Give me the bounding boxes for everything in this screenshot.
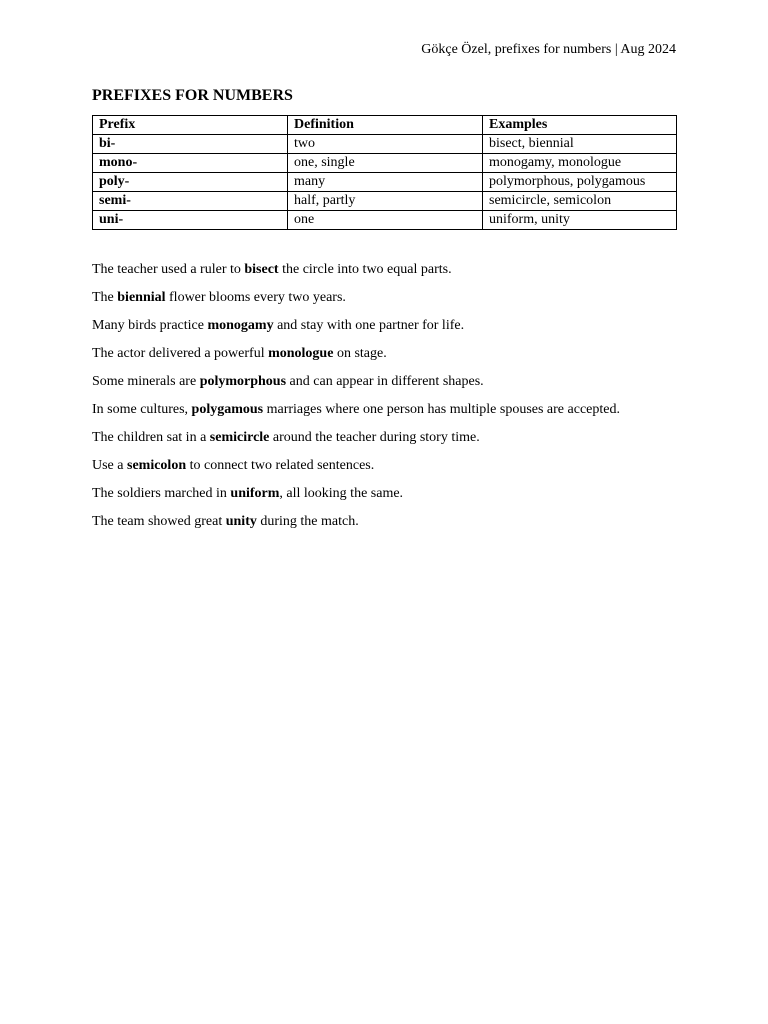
sentence-text: In some cultures, — [92, 402, 192, 417]
definition-cell: one — [288, 211, 483, 230]
sentence-text: Some minerals are — [92, 374, 200, 389]
examples-cell: polymorphous, polygamous — [483, 173, 677, 192]
column-header-prefix: Prefix — [93, 116, 288, 135]
example-sentence — [92, 401, 692, 429]
sentence-text: Many birds practice — [92, 318, 208, 333]
sentence-text: and can appear in different shapes. — [286, 374, 484, 389]
sentence-text: The actor delivered a powerful — [92, 346, 269, 361]
table-row — [93, 173, 677, 192]
definition-cell: many — [288, 173, 483, 192]
examples-cell: monogamy, monologue — [483, 154, 677, 173]
example-sentence — [92, 345, 692, 373]
sentence-text: The soldiers marched in — [92, 486, 231, 501]
sentence-keyword: monogamy — [207, 318, 274, 333]
sentence-keyword: polygamous — [191, 402, 264, 417]
table-row — [93, 211, 677, 230]
prefix-cell: uni- — [93, 211, 288, 230]
example-sentences — [92, 261, 692, 541]
prefix-cell: semi- — [93, 192, 288, 211]
sentence-text: to connect two related sentences. — [186, 458, 375, 473]
table-header-row — [93, 116, 677, 135]
table-row — [93, 154, 677, 173]
column-header-examples: Examples — [483, 116, 677, 135]
prefix-cell: mono- — [93, 154, 288, 173]
example-sentence — [92, 289, 692, 317]
sentence-text: , all looking the same. — [279, 486, 404, 501]
sentence-text: flower blooms every two years. — [165, 290, 346, 305]
page-title: PREFIXES FOR NUMBERS — [92, 87, 293, 104]
table-row — [93, 192, 677, 211]
definition-cell: two — [288, 135, 483, 154]
sentence-keyword: semicircle — [209, 430, 270, 445]
sentence-keyword: bisect — [244, 262, 279, 277]
page-header: Gökçe Özel, prefixes for numbers | Aug 2024 — [421, 42, 676, 57]
sentence-keyword: biennial — [117, 290, 166, 305]
sentence-keyword: monologue — [268, 346, 334, 361]
sentence-text: and stay with one partner for life. — [273, 318, 465, 333]
sentence-text: during the match. — [256, 514, 359, 529]
column-header-definition: Definition — [288, 116, 483, 135]
definition-cell: half, partly — [288, 192, 483, 211]
examples-cell: uniform, unity — [483, 211, 677, 230]
example-sentence — [92, 513, 692, 541]
sentence-text: marriages where one person has multiple spouses are accepted. — [263, 402, 620, 417]
sentence-text: The team showed great — [92, 514, 226, 529]
sentence-text: the circle into two equal parts. — [278, 262, 452, 277]
sentence-text: The children sat in a — [92, 430, 210, 445]
example-sentence — [92, 429, 692, 457]
example-sentence — [92, 457, 692, 485]
sentence-keyword: unity — [225, 514, 257, 529]
examples-cell: bisect, biennial — [483, 135, 677, 154]
prefix-cell: bi- — [93, 135, 288, 154]
sentence-text: The teacher used a ruler to — [92, 262, 245, 277]
sentence-text: Use a — [92, 458, 127, 473]
table-row — [93, 135, 677, 154]
prefix-table — [92, 115, 677, 230]
prefix-cell: poly- — [93, 173, 288, 192]
example-sentence — [92, 485, 692, 513]
sentence-keyword: uniform — [230, 486, 280, 501]
sentence-text: on stage. — [333, 346, 387, 361]
definition-cell: one, single — [288, 154, 483, 173]
sentence-text: around the teacher during story time. — [269, 430, 480, 445]
sentence-text: The — [92, 290, 118, 305]
sentence-keyword: semicolon — [127, 458, 187, 473]
sentence-keyword: polymorphous — [199, 374, 287, 389]
example-sentence — [92, 373, 692, 401]
examples-cell: semicircle, semicolon — [483, 192, 677, 211]
example-sentence — [92, 261, 692, 289]
example-sentence — [92, 317, 692, 345]
